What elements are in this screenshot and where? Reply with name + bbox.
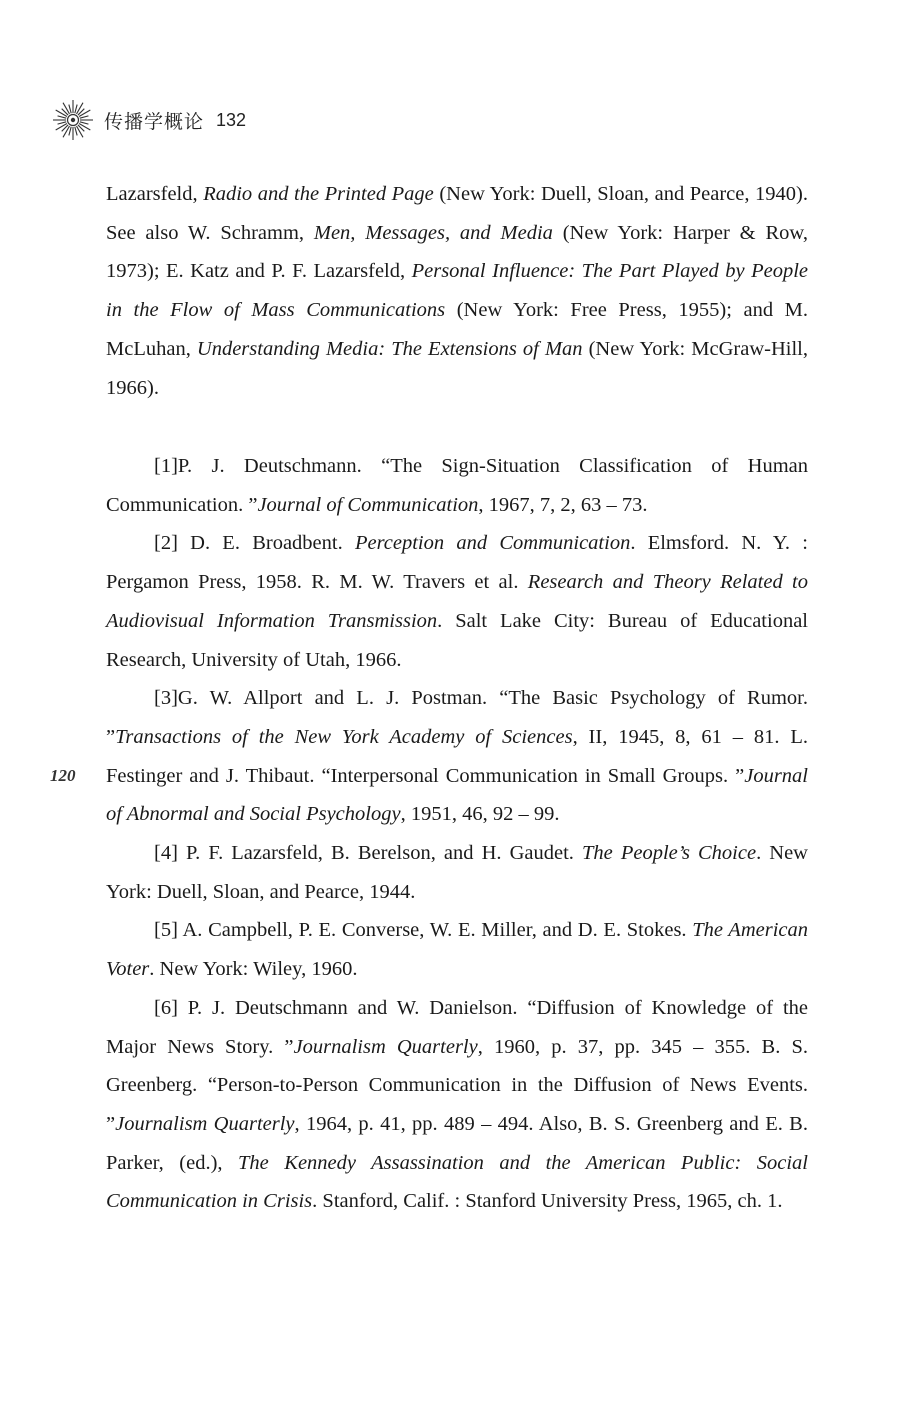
logo-ray [77, 103, 84, 114]
italic-title: Journal of Abnormal and Social Psychology [106, 764, 808, 826]
reference-number: [3] [154, 687, 178, 710]
reference-number: [1] [154, 455, 178, 477]
italic-title: The Kennedy Assassination and the American Public: Social Communication in Crisis [106, 1151, 808, 1213]
reference-number: [6] [154, 996, 178, 1019]
logo-ray [56, 110, 67, 117]
italic-title: Journalism Quarterly [293, 1035, 478, 1058]
text-run: , 1967, 7, 2, 63 – 73. [478, 493, 648, 516]
text-run: (New York: Duell, Sloan, and Pearce, 1940). See also W. Schramm, [106, 183, 809, 244]
italic-title: The American Voter [106, 919, 808, 981]
italic-title: Personal Influence: The Part Played by People in the Flow of Mass Communications [106, 260, 808, 322]
reference-number: [2] [154, 532, 178, 555]
logo-ray [75, 105, 77, 114]
italic-title: Understanding Media: The Extensions of Man [196, 337, 583, 360]
logo-ray [58, 116, 67, 118]
italic-title: Perception and Communication [354, 532, 631, 555]
logo-ray [80, 116, 89, 118]
text-run: . Stanford, Calif. : Stanford University Press, 1965, ch. 1. [312, 1190, 783, 1213]
sunburst-emblem-icon [52, 99, 94, 141]
text-run: . New York: Duell, Sloan, and Pearce, 1944. [106, 842, 808, 903]
italic-title: Radio and the Printed Page [203, 183, 434, 205]
italic-title: Men, Messages, and Media [313, 221, 553, 244]
logo-ray [75, 127, 77, 136]
reference-entry [106, 524, 808, 679]
text-run: . New York: Wiley, 1960. [149, 958, 358, 981]
logo-ray [79, 110, 90, 117]
logo-ray [63, 126, 70, 137]
text-run: Lazarsfeld, [106, 183, 204, 205]
text-run: (New York: Free Press, 1955); and M. McLuhan, [106, 299, 808, 360]
text-run: , 1951, 46, 92 – 99. [400, 803, 560, 826]
text-run: (New York: Harper & Row, 1973); E. Katz and P. F. Lazarsfeld, [106, 221, 808, 283]
italic-title: Research and Theory Related to Audiovisual Information Transmission [106, 571, 808, 632]
reference-entry [106, 989, 808, 1221]
text-run: , 1960, p. 37, pp. 345 – 355. B. S. Greenberg. “Person-to-Person Communication in the Diffusion of News Events. ” [106, 1035, 808, 1135]
italic-title: Journal of Communication [257, 493, 479, 516]
text-run: . Salt Lake City: Bureau of Educational Research, University of Utah, 1966. [106, 609, 808, 671]
reference-entry [106, 834, 808, 911]
logo-ray [58, 122, 67, 124]
logo-ray [79, 124, 90, 131]
italic-title: Journalism Quarterly [115, 1112, 295, 1135]
page-header [52, 98, 246, 142]
text-run: . Elmsford. N. Y. : Pergamon Press, 1958. R. M. W. Travers et al. [106, 532, 808, 594]
text-run: , 1964, p. 41, pp. 489 – 494. Also, B. S. Greenberg and E. B. Parker, (ed.), [106, 1112, 808, 1174]
text-run: P. J. Deutschmann and W. Danielson. “Diffusion of Knowledge of the Major News Story. ” [106, 996, 808, 1058]
book-title: 传播学概论 [104, 110, 205, 133]
reference-number: [5] [154, 919, 178, 942]
reference-entry [106, 911, 808, 988]
text-run: P. J. Deutschmann. “The Sign-Situation Classification of Human Communication. ” [106, 455, 808, 516]
reference-number: [4] [154, 842, 178, 865]
text-run: , II, 1945, 8, 61 – 81. L. Festinger and J. Thibaut. “Interpersonal Communication in Small Groups. ” [106, 725, 808, 787]
text-run: (New York: McGraw-Hill, 1966). [106, 337, 808, 399]
reference-entry [106, 447, 808, 524]
logo-ray [80, 122, 89, 124]
margin-page-number: 120 [50, 766, 76, 785]
italic-title: The People’s Choice [582, 842, 757, 865]
intro-text [106, 175, 808, 407]
text-run: A. Campbell, P. E. Converse, W. E. Miller, and D. E. Stokes. [177, 919, 693, 942]
reference-list [106, 447, 808, 1221]
text-run: D. E. Broadbent. [177, 532, 355, 555]
text-run: G. W. Allport and L. J. Postman. “The Basic Psychology of Rumor. ” [106, 687, 808, 748]
text-run: P. F. Lazarsfeld, B. Berelson, and H. Gaudet. [177, 842, 583, 865]
italic-title: Transactions of the New York Academy of Sciences [115, 725, 573, 748]
logo-ray [63, 103, 70, 114]
logo-ray [69, 105, 71, 114]
intro-paragraph [106, 175, 808, 407]
logo-ray [56, 124, 67, 131]
logo-ray [77, 126, 84, 137]
page-number: 132 [216, 109, 247, 130]
reference-entry [106, 679, 808, 834]
logo-ray [69, 127, 71, 136]
